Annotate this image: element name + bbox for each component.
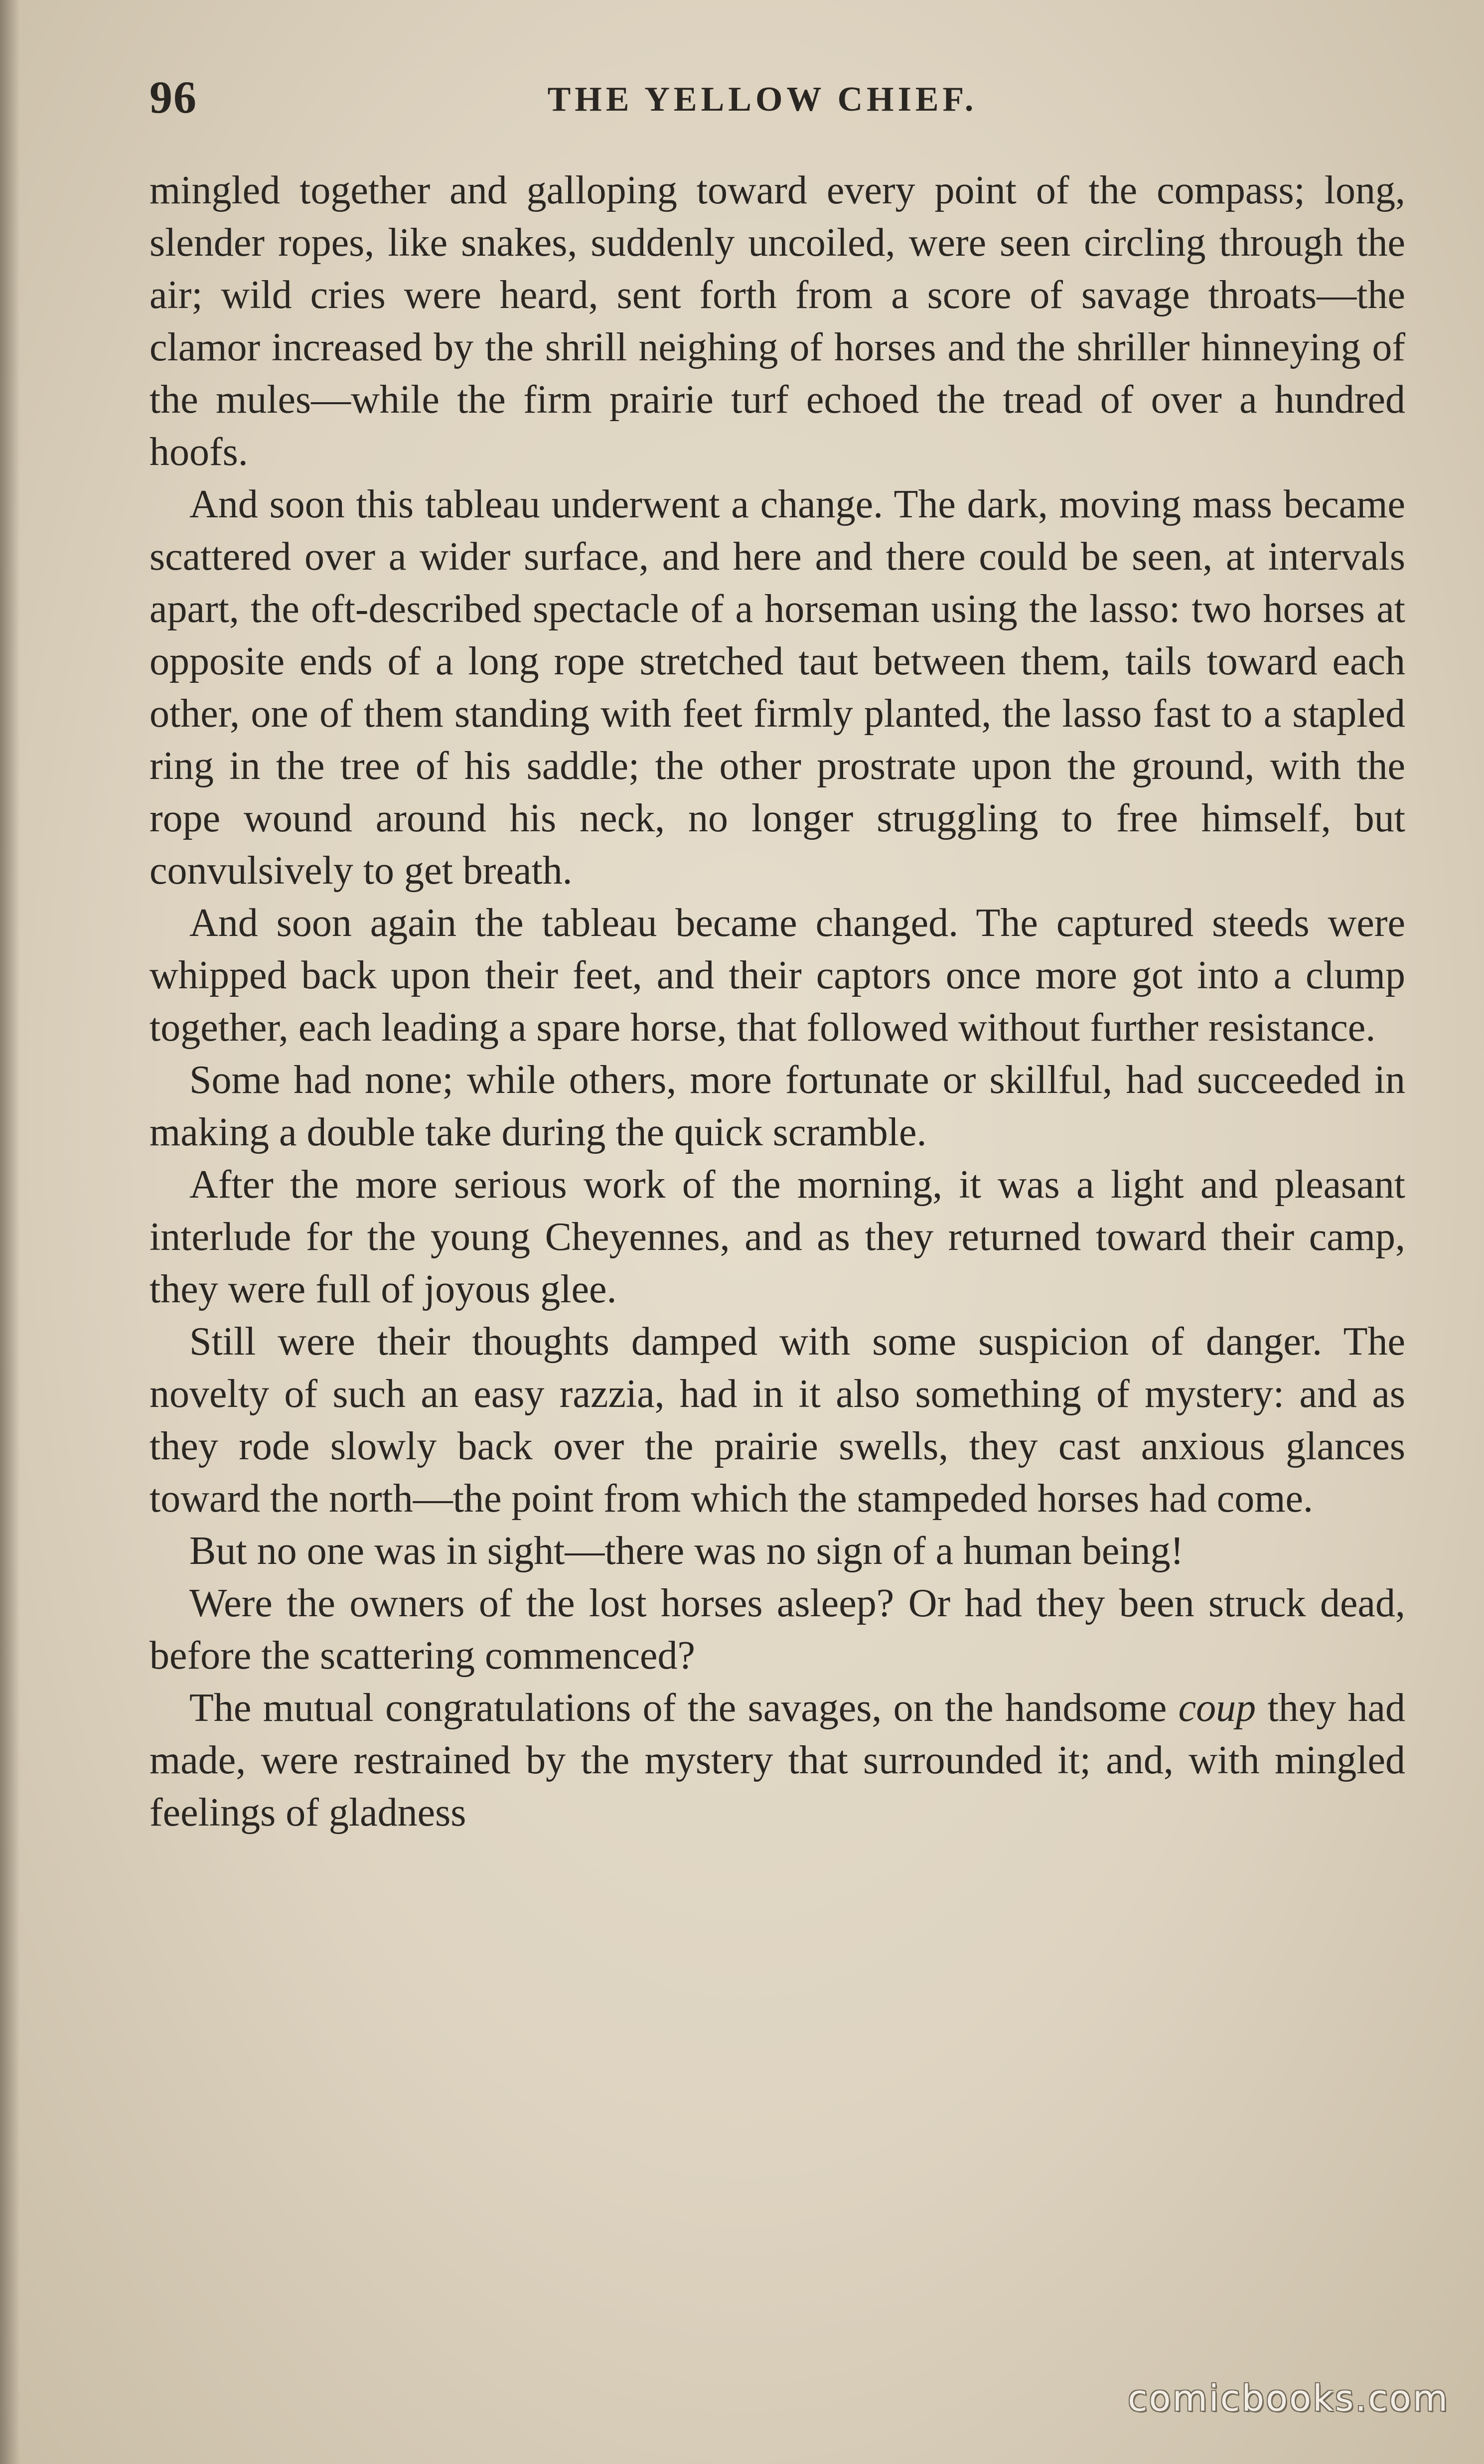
paragraph-1: mingled together and galloping toward every point of the compass; long, slender ropes, like snakes, suddenly uncoiled, were seen circling through the air; wild cries were heard, sent forth from a score of savage throats—the clamor increased by the shrill neighing of horses and the shriller hinneying of the mules—while the firm prairie turf echoed the tread of over a hundred hoofs. — [149, 168, 1405, 474]
book-title: THE YELLOW CHIEF. — [547, 80, 978, 119]
paragraph-4: Some had none; while others, more fortunate or skillful, had succeeded in making a double take during the quick scramble. — [149, 1058, 1405, 1154]
running-head — [149, 70, 1375, 125]
page-number: 96 — [149, 72, 197, 123]
italic-word: coup — [1178, 1686, 1256, 1730]
paragraph-7: But no one was in sight—there was no sign of a human being! — [189, 1529, 1184, 1573]
paragraph-6: Still were their thoughts damped with some suspicion of danger. The novelty of such an easy razzia, had in it also something of mystery: and as they rode slowly back over the prairie swells, they cast anxious glances toward the north—the point from which the stampeded horses had come. — [149, 1320, 1405, 1521]
page-edge-shadow — [0, 0, 20, 2464]
paragraph-9 — [149, 1682, 1405, 1839]
paragraph-9-start: The mutual congratulations of the savages, on the handsome — [189, 1686, 1179, 1730]
paragraph-2: And soon this tableau underwent a change. The dark, moving mass became scattered over a wider surface, and here and there could be seen, at intervals apart, the oft-described spectacle of a horseman using the lasso: two horses at opposite ends of a long rope stretched taut between them, tails toward each other, one of them standing with feet firmly planted, the lasso fast to a stapled ring in the tree of his saddle; the other prostrate upon the ground, with the rope wound around his neck, no longer struggling to free himself, but convulsively to get breath. — [149, 482, 1405, 893]
paragraph-5: After the more serious work of the morning, it was a light and pleasant interlude for the young Cheyennes, and as they returned toward their camp, they were full of joyous glee. — [149, 1163, 1405, 1311]
body-text — [149, 164, 1405, 1839]
paragraph-9-end: they had made, were restrained by the mystery that surrounded it; and, with mingled feelings of gladness — [149, 1686, 1405, 1835]
watermark: comicbooks.com — [1127, 2377, 1449, 2419]
paragraph-8: Were the owners of the lost horses asleep? Or had they been struck dead, before the scattering commenced? — [149, 1581, 1405, 1678]
paragraph-3: And soon again the tableau became changed. The captured steeds were whipped back upon their feet, and their captors once more got into a clump together, each leading a spare horse, that followed without further resistance. — [149, 901, 1405, 1050]
